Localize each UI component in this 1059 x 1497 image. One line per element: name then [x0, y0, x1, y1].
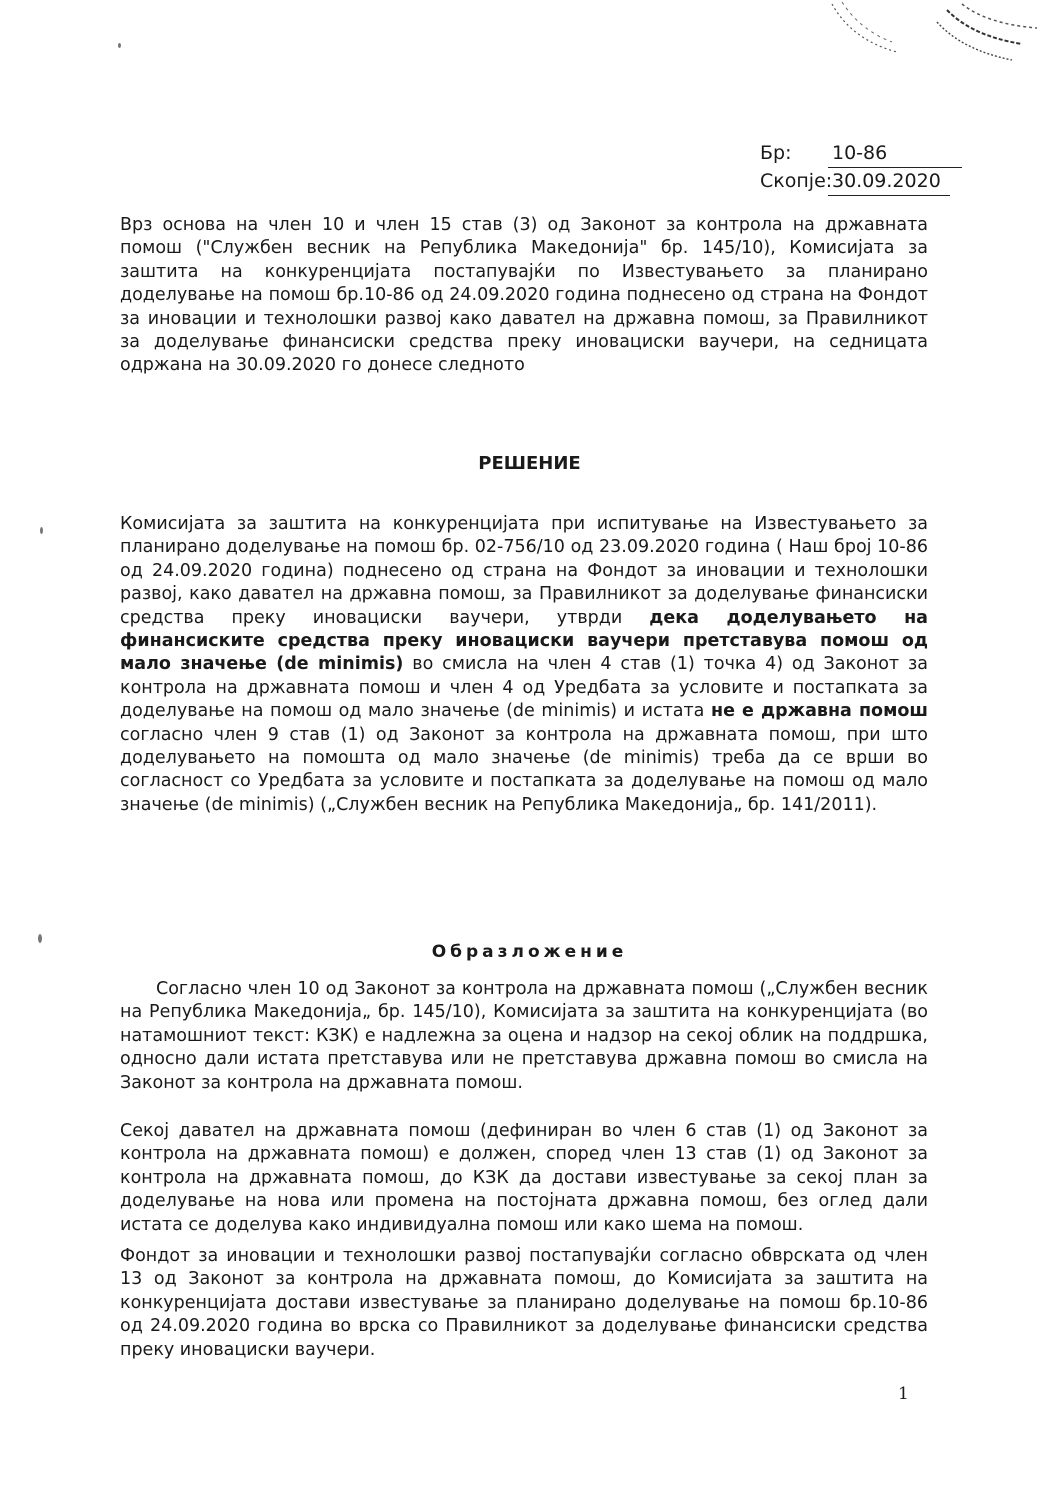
- number-value: 10-86: [828, 140, 962, 168]
- official-stamp-fragment: [812, 0, 1048, 78]
- decision-text-2: во смисла на член 4 став (1) точка 4) од Законот за контрола на државната помош и член 4 од Уредбата за условите и постапката за доделување на помош од мало значење (de minimis) и истата: [120, 654, 928, 722]
- reasoning-paragraph-2: Секој давател на државната помош (дефиниран во член 6 став (1) од Законот за контрола на државната помош) е должен, според член 13 став (1) од Законот за контрола на државната помош, до КЗК да достави известување за секој план за доделување на нова или промена на постојната државна помош, без оглед дали истата се доделува како индивидуална помош или како шема на помош.: [120, 1121, 928, 1235]
- reasoning-paragraph-3: Фондот за иновации и технолошки развој постапувајќи согласно обврската од член 13 од Законот за контрола на државната помош, до Комисијата за заштита на конкуренцијата достави известување за планирано доделување на помош бр.10-86 од 24.09.2020 година во врска со Правилникот за доделување финансиски средства преку иновациски ваучери.: [120, 1246, 928, 1360]
- scan-speck: [118, 43, 121, 48]
- decision-bold-1: дека доделувањето на финансиските средства преку иновациски ваучери претставува помош од мало значење (de minimis): [120, 607, 928, 675]
- number-label: Бр:: [760, 142, 792, 164]
- registry-block: [760, 140, 962, 196]
- place-label: Скопје:: [760, 170, 833, 192]
- reasoning-paragraph-1: Согласно член 10 од Законот за контрола на државната помош („Службен весник на Република Македонија„ бр. 145/10), Комисијата за заштита на конкуренцијата (во натамошниот текст: КЗК) е надлежна за оцена и надзор на секој облик на поддршка, односно дали истата претставува или не претставува државна помош во смисла на Законот за контрола на државната помош.: [120, 979, 928, 1093]
- reasoning-heading: Образложение: [431, 942, 628, 962]
- decision-text-3: согласно член 9 став (1) од Законот за контрола на државната помош, при што доделувањето на помошта од мало значење (de minimis) треба да се врши во согласност со Уредбата за условите и постапката за доделување на помош од мало значење (de minimis) („Службен весник на Република Македонија„ бр. 141/2011).: [120, 724, 928, 815]
- registry-date-row: [760, 168, 962, 196]
- decision-bold-2: не е државна помош: [710, 701, 928, 722]
- date-value: 30.09.2020: [828, 168, 950, 196]
- decision-text-1: Комисијата за заштита на конкуренцијата при испитување на Известувањето за планирано доделување на помош бр. 02-756/10 од 23.09.2020 година ( Наш број 10-86 од 24.09.2020 година) поднесено од страна на Фондот за иновации и технолошки развој, како давател на државна помош, за Правилникот за доделување финансиски средства преку иновациски ваучери, утврди: [120, 514, 928, 628]
- registry-number-row: [760, 140, 962, 168]
- decision-heading: РЕШЕНИЕ: [478, 453, 581, 474]
- scan-speck: [40, 527, 43, 534]
- intro-paragraph: Врз основа на член 10 и член 15 став (3) од Законот за контрола на државната помош ("Службен весник на Република Македонија" бр. 145/10), Комисијата за заштита на конкуренцијата постапувајќи по Известувањето за планирано доделување на помош бр.10-86 од 24.09.2020 година поднесено од страна на Фондот за иновации и технолошки развој како давател на државна помош, за Правилникот за доделување финансиски средства преку иновациски ваучери, на седницата одржана на 30.09.2020 го донесе следното: [120, 215, 928, 376]
- page-number: 1: [898, 1384, 909, 1404]
- decision-paragraph: [120, 513, 928, 817]
